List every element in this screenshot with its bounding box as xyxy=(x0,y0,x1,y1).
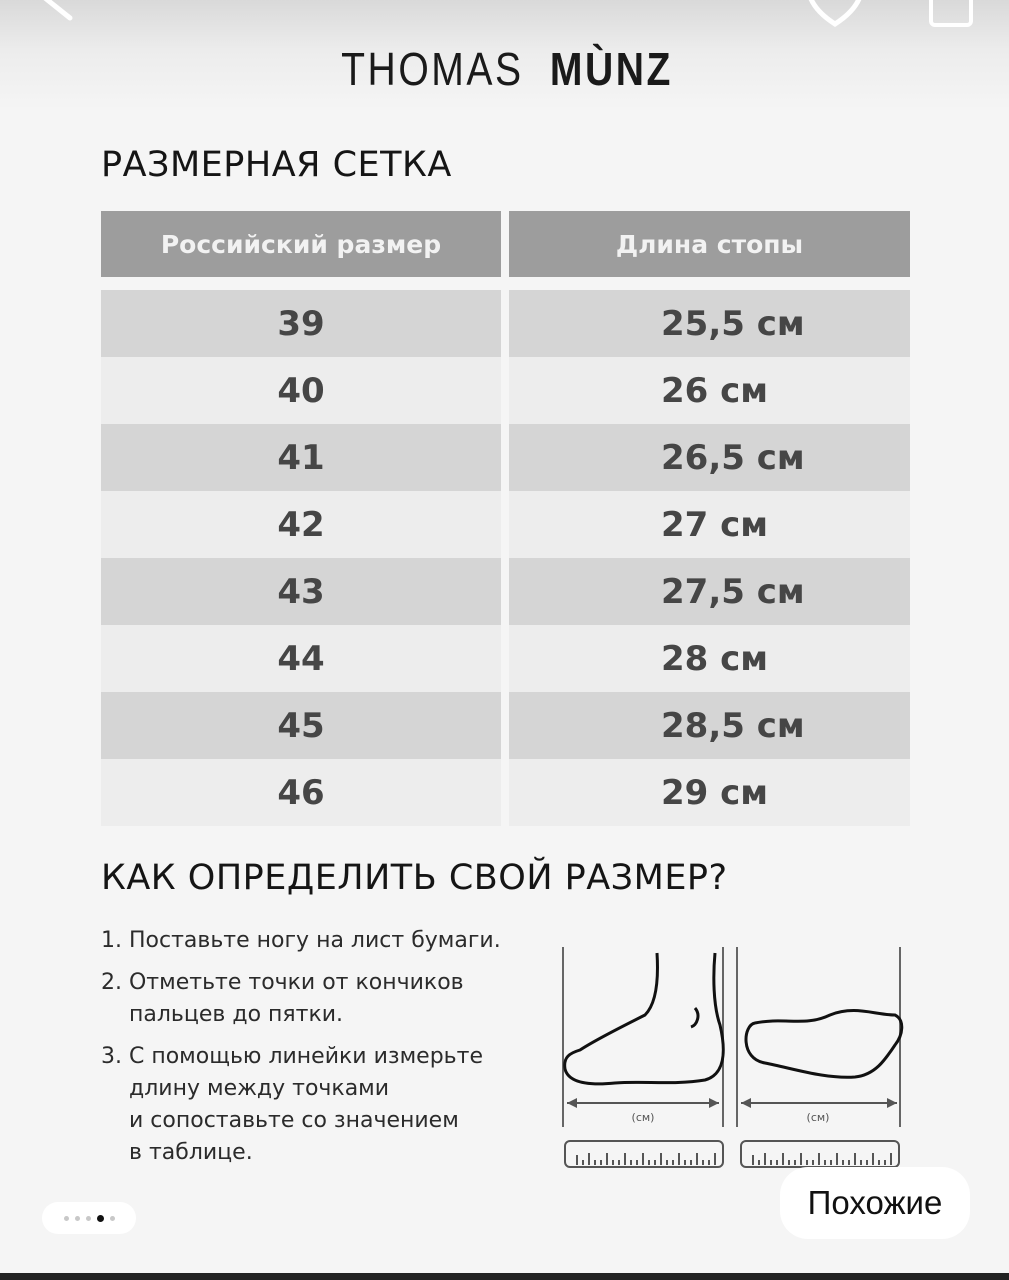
table-row xyxy=(101,759,910,826)
length-cell: 27,5 см xyxy=(509,558,910,625)
brand-name-bold: MÙNZ xyxy=(550,43,674,95)
unit-label: (см) xyxy=(806,1111,830,1124)
step-text: в таблице. xyxy=(129,1140,253,1165)
carousel-dot[interactable] xyxy=(110,1216,115,1221)
brand-name-light: THOMAS xyxy=(340,43,524,95)
table-row xyxy=(101,424,910,491)
unit-label: (см) xyxy=(631,1111,655,1124)
size-table xyxy=(101,211,910,826)
foot-top-icon xyxy=(737,947,902,1127)
column-header-size: Российский размер xyxy=(101,211,501,277)
table-row xyxy=(101,625,910,692)
size-cell: 45 xyxy=(101,692,501,759)
length-cell: 27 см xyxy=(509,491,910,558)
length-cell: 28 см xyxy=(509,625,910,692)
size-cell: 44 xyxy=(101,625,501,692)
size-chart-title: РАЗМЕРНАЯ СЕТКА xyxy=(101,145,452,185)
instruction-step-1 xyxy=(101,925,531,957)
carousel-dot[interactable] xyxy=(86,1216,91,1221)
share-icon[interactable] xyxy=(925,0,975,30)
step-text: пальцев до пятки. xyxy=(129,1002,344,1027)
how-to-title: КАК ОПРЕДЕЛИТЬ СВОЙ РАЗМЕР? xyxy=(101,858,728,898)
column-header-length: Длина стопы xyxy=(509,211,910,277)
size-cell: 42 xyxy=(101,491,501,558)
table-row xyxy=(101,692,910,759)
size-cell: 43 xyxy=(101,558,501,625)
instructions-list xyxy=(101,925,531,1179)
bottom-edge xyxy=(0,1273,1009,1280)
step-text: 3. С помощью линейки измерьте xyxy=(101,1044,484,1069)
instruction-step-3 xyxy=(101,1041,531,1169)
table-row xyxy=(101,357,910,424)
carousel-dot[interactable] xyxy=(64,1216,69,1221)
size-cell: 41 xyxy=(101,424,501,491)
length-cell: 26,5 см xyxy=(509,424,910,491)
brand-logo xyxy=(0,42,1009,96)
table-header-row xyxy=(101,211,910,277)
carousel-dot-active[interactable] xyxy=(97,1215,104,1222)
heart-icon[interactable] xyxy=(800,0,870,28)
size-cell: 40 xyxy=(101,357,501,424)
carousel-dot[interactable] xyxy=(75,1216,80,1221)
step-text: и сопоставьте со значением xyxy=(129,1108,459,1133)
table-row xyxy=(101,491,910,558)
step-text: 1. Поставьте ногу на лист бумаги. xyxy=(101,928,501,953)
foot-measurement-illustration xyxy=(555,945,905,1175)
size-cell: 46 xyxy=(101,759,501,826)
table-row xyxy=(101,290,910,357)
length-cell: 25,5 см xyxy=(509,290,910,357)
step-text: длину между точками xyxy=(129,1076,390,1101)
ruler-icon xyxy=(565,1141,899,1167)
length-cell: 29 см xyxy=(509,759,910,826)
length-cell: 26 см xyxy=(509,357,910,424)
back-icon[interactable] xyxy=(30,0,90,28)
instruction-step-2 xyxy=(101,967,531,1031)
carousel-indicator[interactable] xyxy=(42,1202,136,1234)
foot-side-icon xyxy=(563,947,723,1127)
size-cell: 39 xyxy=(101,290,501,357)
length-cell: 28,5 см xyxy=(509,692,910,759)
similar-button[interactable]: Похожие xyxy=(780,1167,970,1239)
step-text: 2. Отметьте точки от кончиков xyxy=(101,970,464,995)
table-row xyxy=(101,558,910,625)
